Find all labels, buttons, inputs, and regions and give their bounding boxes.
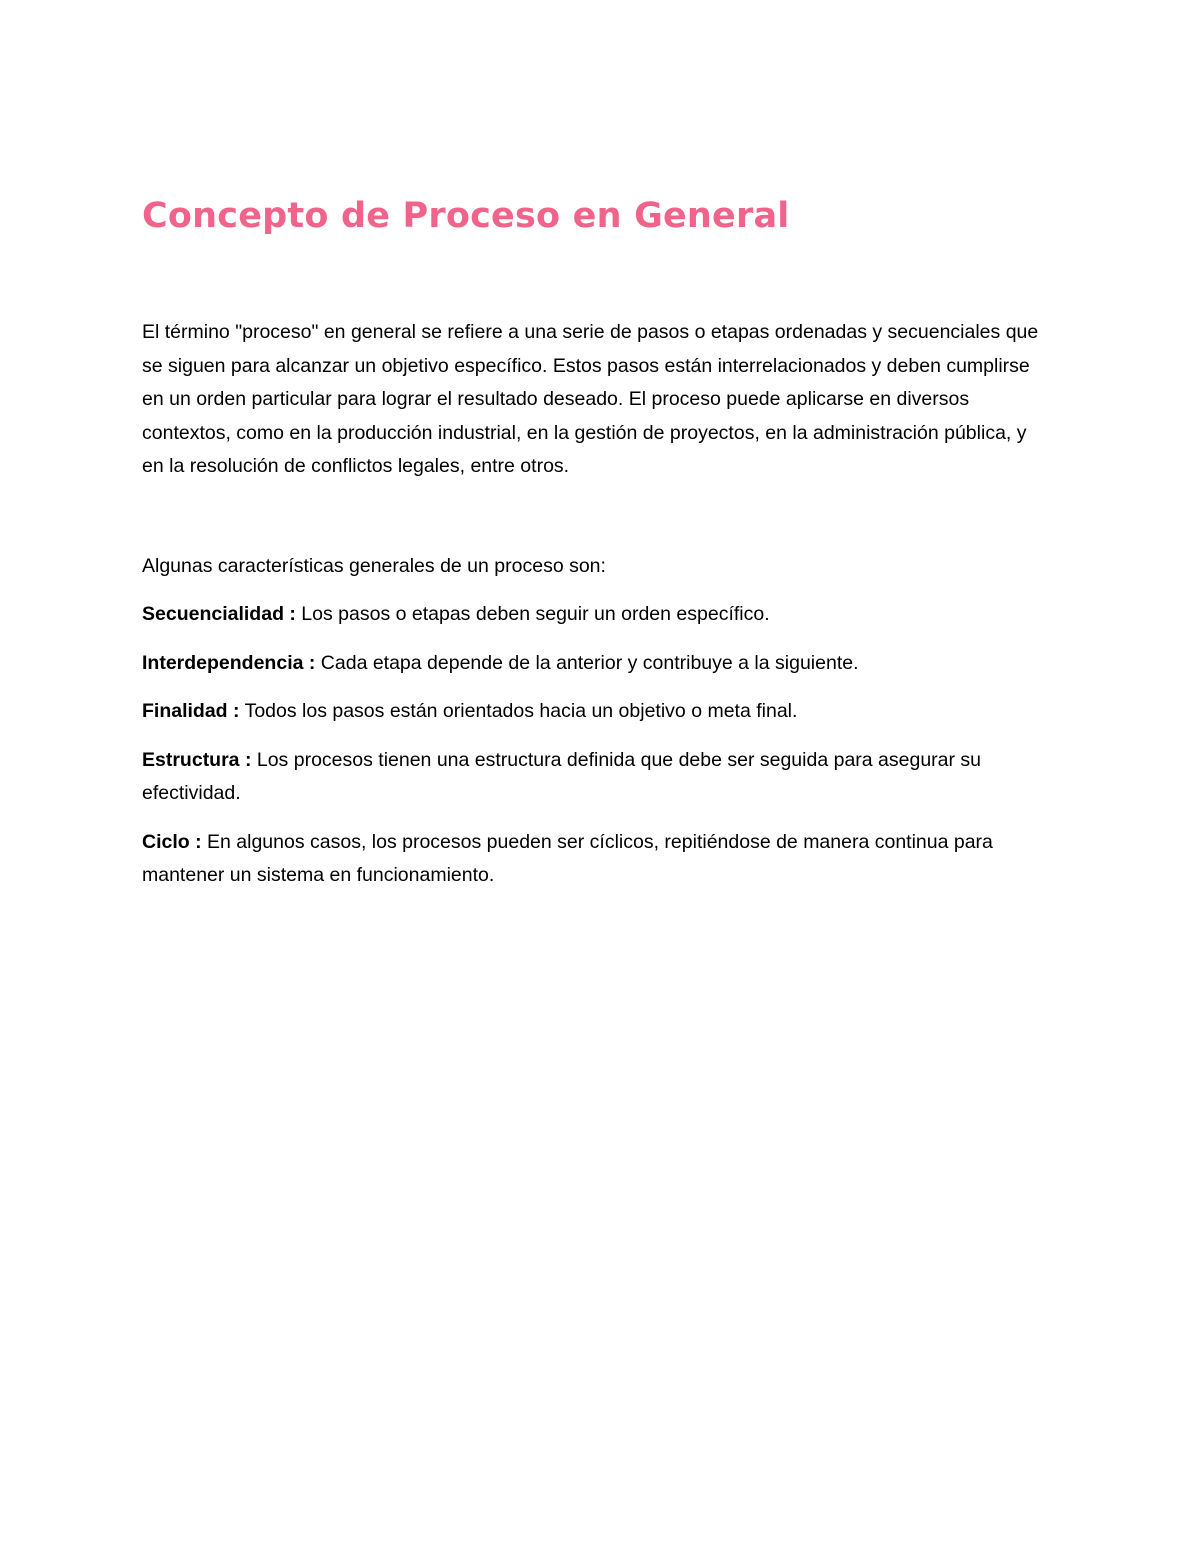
characteristic-item-ciclo [142,826,1042,893]
characteristics-lead: Algunas características generales de un proceso son: [142,554,606,577]
document-title: Concepto de Proceso en General [142,196,790,236]
characteristic-description: Los pasos o etapas deben seguir un orden específico. [295,603,770,625]
characteristic-item-secuencialidad [142,598,1042,632]
intro-paragraph: El término "proceso" en general se refiere a una serie de pasos o etapas ordenadas y secuenciales que se siguen para alcanzar un objetivo específico. Estos pasos están interrelacionados y deben cumplirse en un orden particular para lograr el resultado deseado. El proceso puede aplicarse en diversos contextos, como en la producción industrial, en la gestión de proyectos, en la administración pública, y en la resolución de conflictos legales, entre otros. [142,321,1039,477]
document-body [142,190,1042,908]
characteristic-item-finalidad [142,695,1042,729]
characteristic-description: Los procesos tienen una estructura definida que debe ser seguida para asegurar su efectividad. [142,748,982,804]
characteristic-item-estructura [142,744,1042,811]
characteristic-term: Secuencialidad : [142,603,296,625]
characteristic-term: Ciclo : [142,830,202,853]
characteristic-term: Estructura : [142,748,252,771]
characteristic-description: Todos los pasos están orientados hacia un objetivo o meta final. [239,700,798,722]
characteristics-list [142,598,1042,893]
characteristic-item-interdependencia [142,647,1042,681]
characteristic-description: Cada etapa depende de la anterior y contribuye a la siguiente. [315,651,859,674]
characteristic-term: Finalidad : [142,700,240,722]
characteristic-description: En algunos casos, los procesos pueden ser cíclicos, repitiéndose de manera continua para mantener un sistema en funcionamiento. [142,830,993,886]
characteristic-term: Interdependencia : [142,651,316,674]
